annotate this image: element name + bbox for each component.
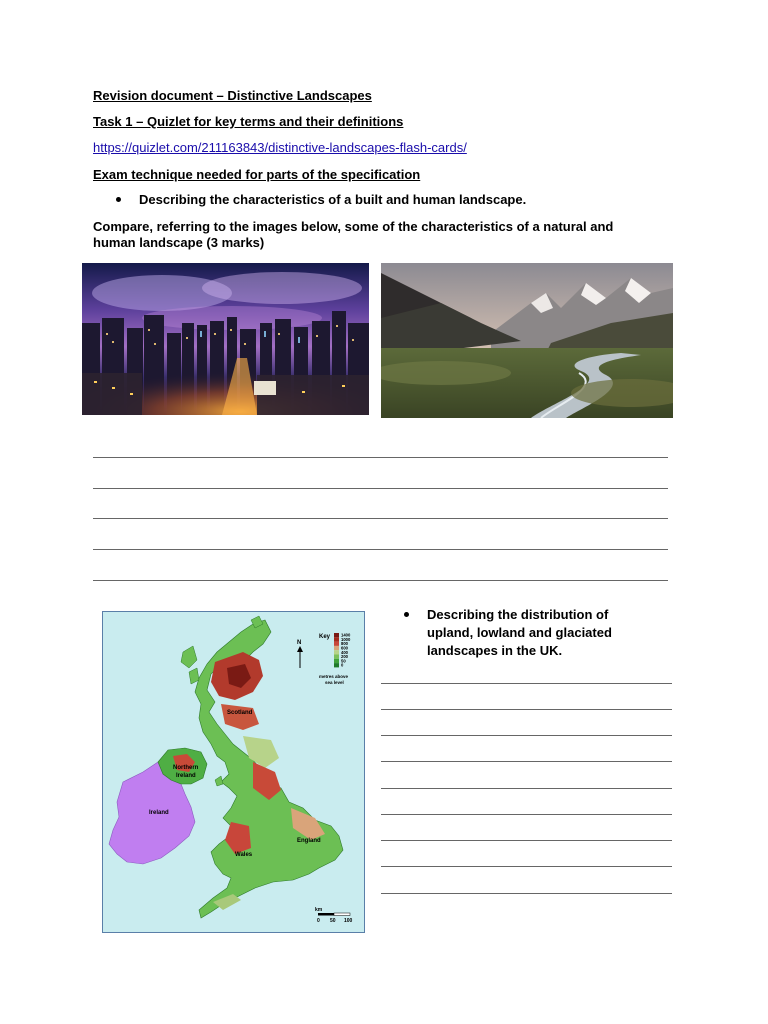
svg-text:N: N xyxy=(297,640,302,646)
key-value-label: 50 xyxy=(341,658,346,664)
bullet-item-distribution-line2: upland, lowland and glaciated xyxy=(427,625,612,640)
compare-question-line2: human landscape (3 marks) xyxy=(93,235,265,250)
key-swatch xyxy=(334,646,339,650)
map-label-scotland: Scotland xyxy=(227,710,253,716)
map-label-england: England xyxy=(297,838,321,844)
answer-line[interactable] xyxy=(93,580,668,581)
key-swatch xyxy=(334,642,339,646)
svg-text:Key: Key xyxy=(319,634,331,640)
mountain-valley-photo xyxy=(381,263,673,418)
key-value-label: 1400 xyxy=(341,632,351,638)
quizlet-link[interactable]: https://quizlet.com/211163843/distinctive-landscapes-flash-cards/ xyxy=(93,140,467,155)
svg-text:50: 50 xyxy=(330,918,336,924)
answer-line[interactable] xyxy=(381,683,672,684)
key-value-label: 0 xyxy=(341,662,344,668)
city-night-photo xyxy=(82,263,369,415)
answer-line[interactable] xyxy=(93,457,668,458)
key-swatch xyxy=(334,633,339,637)
compare-question-line1: Compare, referring to the images below, some of the characteristics of a natural and xyxy=(93,219,614,234)
svg-text:km: km xyxy=(315,907,323,913)
key-value-label: 400 xyxy=(341,649,348,655)
key-swatch xyxy=(334,655,339,659)
answer-line[interactable] xyxy=(381,893,672,894)
answer-line[interactable] xyxy=(93,518,668,519)
svg-text:metres above: metres above xyxy=(319,674,349,679)
map-label-northern-ireland-2: Ireland xyxy=(176,773,196,779)
bullet-item-built-landscape: Describing the characteristics of a built and human landscape. xyxy=(139,192,527,207)
answer-line[interactable] xyxy=(381,735,672,736)
answer-line[interactable] xyxy=(381,866,672,867)
bullet-dot xyxy=(404,612,409,617)
key-swatch xyxy=(334,659,339,663)
key-value-label: 600 xyxy=(341,645,348,651)
bullet-item-distribution-line1: Describing the distribution of xyxy=(427,607,609,622)
answer-line[interactable] xyxy=(381,814,672,815)
key-value-label: 1000 xyxy=(341,636,351,642)
key-swatch xyxy=(334,650,339,654)
map-label-wales: Wales xyxy=(235,852,253,858)
key-value-label: 800 xyxy=(341,641,348,647)
task1-heading: Task 1 – Quizlet for key terms and their definitions xyxy=(93,114,404,129)
bullet-dot xyxy=(116,197,121,202)
answer-line[interactable] xyxy=(93,488,668,489)
answer-line[interactable] xyxy=(381,840,672,841)
svg-text:100: 100 xyxy=(344,918,353,924)
key-value-label: 200 xyxy=(341,654,348,660)
map-label-northern-ireland-1: Northern xyxy=(173,765,199,771)
uk-relief-map xyxy=(102,611,365,933)
answer-line[interactable] xyxy=(381,709,672,710)
bullet-item-distribution-line3: landscapes in the UK. xyxy=(427,643,563,658)
answer-line[interactable] xyxy=(381,788,672,789)
key-swatch xyxy=(334,637,339,641)
key-swatch xyxy=(334,663,339,667)
svg-text:sea level: sea level xyxy=(325,680,344,685)
document-title: Revision document – Distinctive Landscapes xyxy=(93,88,372,103)
svg-text:0: 0 xyxy=(317,918,320,924)
map-label-ireland: Ireland xyxy=(149,810,169,816)
answer-line[interactable] xyxy=(93,549,668,550)
answer-line[interactable] xyxy=(381,761,672,762)
exam-technique-heading: Exam technique needed for parts of the specification xyxy=(93,167,421,182)
